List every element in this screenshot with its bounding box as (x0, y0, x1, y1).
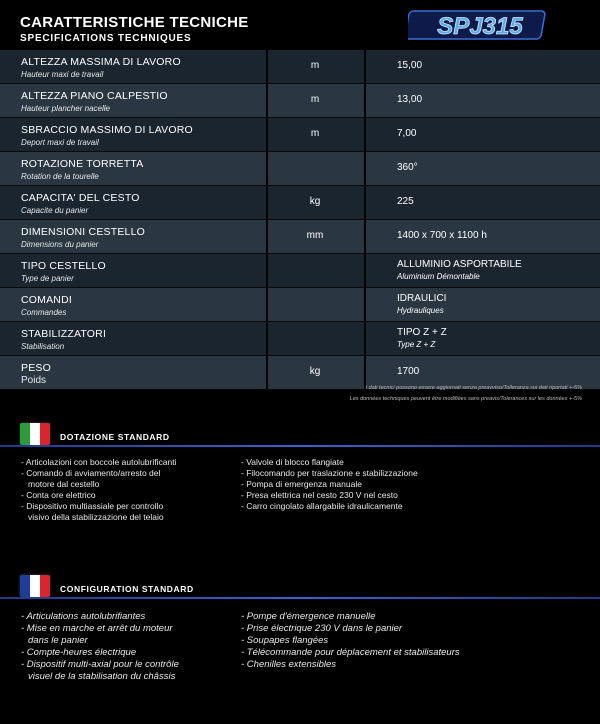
spec-value: 13,00 (397, 94, 423, 105)
spec-name-italian: PESO (21, 362, 51, 374)
configuration-right-list (241, 611, 591, 671)
spec-value-french: Hydrauliques (397, 306, 444, 315)
spec-value-italian: TIPO Z + Z (397, 327, 447, 338)
spec-table (0, 50, 600, 390)
column-separator (364, 322, 366, 355)
column-separator (266, 84, 268, 117)
column-separator (266, 186, 268, 219)
column-separator (266, 356, 268, 389)
list-item: - Filocomando per traslazione e stabilizzazione (241, 468, 418, 478)
spec-name-italian: DIMENSIONI CESTELLO (21, 226, 145, 238)
spec-value-italian: IDRAULICI (397, 293, 447, 304)
list-item: - Pompe d'émergence manuelle (241, 611, 376, 622)
list-item: - Chenilles extensibles (241, 659, 337, 670)
list-item: - Conta ore elettrico (21, 490, 96, 500)
spec-label (21, 260, 261, 284)
model-logo (408, 8, 548, 42)
list-item: - Pompa di emergenza manuale (241, 479, 362, 489)
list-item: - Presa elettrica nel cesto 230 V nel cesto (241, 490, 398, 500)
spec-row (0, 186, 600, 220)
column-separator (364, 254, 366, 287)
spec-name-italian: STABILIZZATORI (21, 328, 107, 340)
list-item: - Articolazioni con boccole autolubrificanti (21, 457, 177, 467)
spec-name-italian: COMANDI (21, 294, 72, 306)
spec-value (397, 293, 446, 316)
spec-value: 1700 (397, 366, 420, 377)
spec-value-french: Type Z + Z (397, 340, 436, 349)
spec-name-italian: CAPACITA' DEL CESTO (21, 192, 140, 204)
spec-name-french: Rotation de la tourelle (21, 172, 99, 181)
spec-label (21, 328, 261, 352)
spec-unit: m (310, 128, 320, 139)
title-italian: CARATTERISTICHE TECNICHE (20, 14, 249, 31)
list-item: - Comando di avviamento/arresto del (21, 468, 161, 478)
configuration-left-list (21, 611, 236, 683)
column-separator (266, 152, 268, 185)
spec-label (21, 226, 261, 250)
spec-name-french: Stabilisation (21, 342, 65, 351)
spec-name-french: Poids (21, 375, 47, 386)
spec-name-french: Type de panier (21, 274, 74, 283)
spec-label (21, 294, 261, 318)
list-item: visuel de la stabilisation du châssis (28, 671, 176, 682)
spec-label (21, 124, 261, 148)
column-separator (364, 220, 366, 253)
spec-name-french: Dimensions du panier (21, 240, 99, 249)
list-item: - Valvole di blocco flangiate (241, 457, 344, 467)
spec-value-french: Aluminium Démontable (397, 272, 480, 281)
column-separator (266, 220, 268, 253)
list-item: - Prise électrique 230 V dans le panier (241, 623, 403, 634)
spec-label (21, 158, 261, 182)
spec-label (21, 362, 261, 387)
spec-value: 360° (397, 162, 418, 173)
list-item: - Carro cingolato allargabile idraulicamente (241, 501, 403, 511)
spec-row (0, 50, 600, 84)
spec-label (21, 192, 261, 216)
list-item: visivo della stabilizzazione del telaio (28, 512, 164, 522)
column-separator (266, 322, 268, 355)
spec-value-italian: ALLUMINIO ASPORTABILE (397, 259, 522, 270)
section-title: DOTAZIONE STANDARD (60, 432, 170, 442)
dotazione-right-list (241, 457, 591, 512)
spec-name-french: Hauteur plancher nacelle (21, 104, 110, 113)
list-item: - Articulations autolubrifiantes (21, 611, 146, 622)
title-french: SPECIFICATIONS TECHNIQUES (20, 33, 192, 44)
list-item: - Télécommande pour déplacement et stabilisateurs (241, 647, 460, 658)
column-separator (364, 152, 366, 185)
spec-label (21, 56, 261, 80)
spec-value (397, 259, 522, 282)
spec-name-french: Deport maxi de travail (21, 138, 99, 147)
divider (0, 597, 600, 599)
note-italian: I dati tecnici possono essere aggiornati senza preavviso/Tolleranza sui dati riportati +-5% (365, 385, 582, 391)
column-separator (266, 288, 268, 321)
spec-row (0, 152, 600, 186)
dotazione-left-list (21, 457, 236, 523)
spec-value: 1400 x 700 x 1100 h (397, 230, 487, 241)
spec-row (0, 254, 600, 288)
spec-row (0, 118, 600, 152)
spec-unit: m (310, 60, 320, 71)
list-item: - Soupapes flangées (241, 635, 329, 646)
list-item: dans le panier (28, 635, 88, 646)
divider (0, 445, 600, 447)
spec-row (0, 220, 600, 254)
italian-flag-icon (20, 423, 50, 445)
column-separator (364, 186, 366, 219)
spec-unit: kg (309, 366, 321, 377)
spec-label (21, 90, 261, 114)
spec-row (0, 322, 600, 356)
spec-name-french: Commandes (21, 308, 67, 317)
note-french: Les données techniques peuvent être modifiées sans preavis/Tolerances sur les données +-5% (349, 396, 582, 402)
list-item: motore dal cestello (28, 479, 100, 489)
spec-name-italian: ALTEZZA PIANO CALPESTIO (21, 90, 168, 102)
list-item: - Mise en marche et arrêt du moteur (21, 623, 173, 634)
spec-value: 15,00 (397, 60, 423, 71)
section-configuration-header (0, 575, 600, 599)
spec-name-italian: SBRACCIO MASSIMO DI LAVORO (21, 124, 193, 136)
spec-name-italian: ALTEZZA MASSIMA DI LAVORO (21, 56, 181, 68)
column-separator (364, 288, 366, 321)
list-item: - Dispositif multi-axial pour le contrôle (21, 659, 179, 670)
spec-name-italian: TIPO CESTELLO (21, 260, 106, 272)
column-separator (266, 50, 268, 83)
column-separator (266, 118, 268, 151)
spec-value (397, 327, 447, 350)
column-separator (364, 50, 366, 83)
spec-row (0, 84, 600, 118)
spec-unit: kg (309, 196, 321, 207)
spec-name-french: Capacite du panier (21, 206, 89, 215)
column-separator (364, 84, 366, 117)
header (0, 0, 600, 50)
logo-text: SPJ315 (437, 13, 523, 40)
spec-unit: mm (306, 230, 324, 241)
list-item: - Compte-heures électrique (21, 647, 137, 658)
list-item: - Dispositivo multiassiale per controllo (21, 501, 164, 511)
section-dotazione-header (0, 423, 600, 447)
column-separator (364, 118, 366, 151)
french-flag-icon (20, 575, 50, 597)
column-separator (266, 254, 268, 287)
spec-value: 7,00 (397, 128, 417, 139)
logo-graphic (408, 8, 548, 42)
section-title: CONFIGURATION STANDARD (60, 584, 194, 594)
spec-value: 225 (397, 196, 414, 207)
spec-row (0, 288, 600, 322)
spec-name-italian: ROTAZIONE TORRETTA (21, 158, 144, 170)
spec-name-french: Hauteur maxi de travail (21, 70, 104, 79)
spec-unit: m (310, 94, 320, 105)
